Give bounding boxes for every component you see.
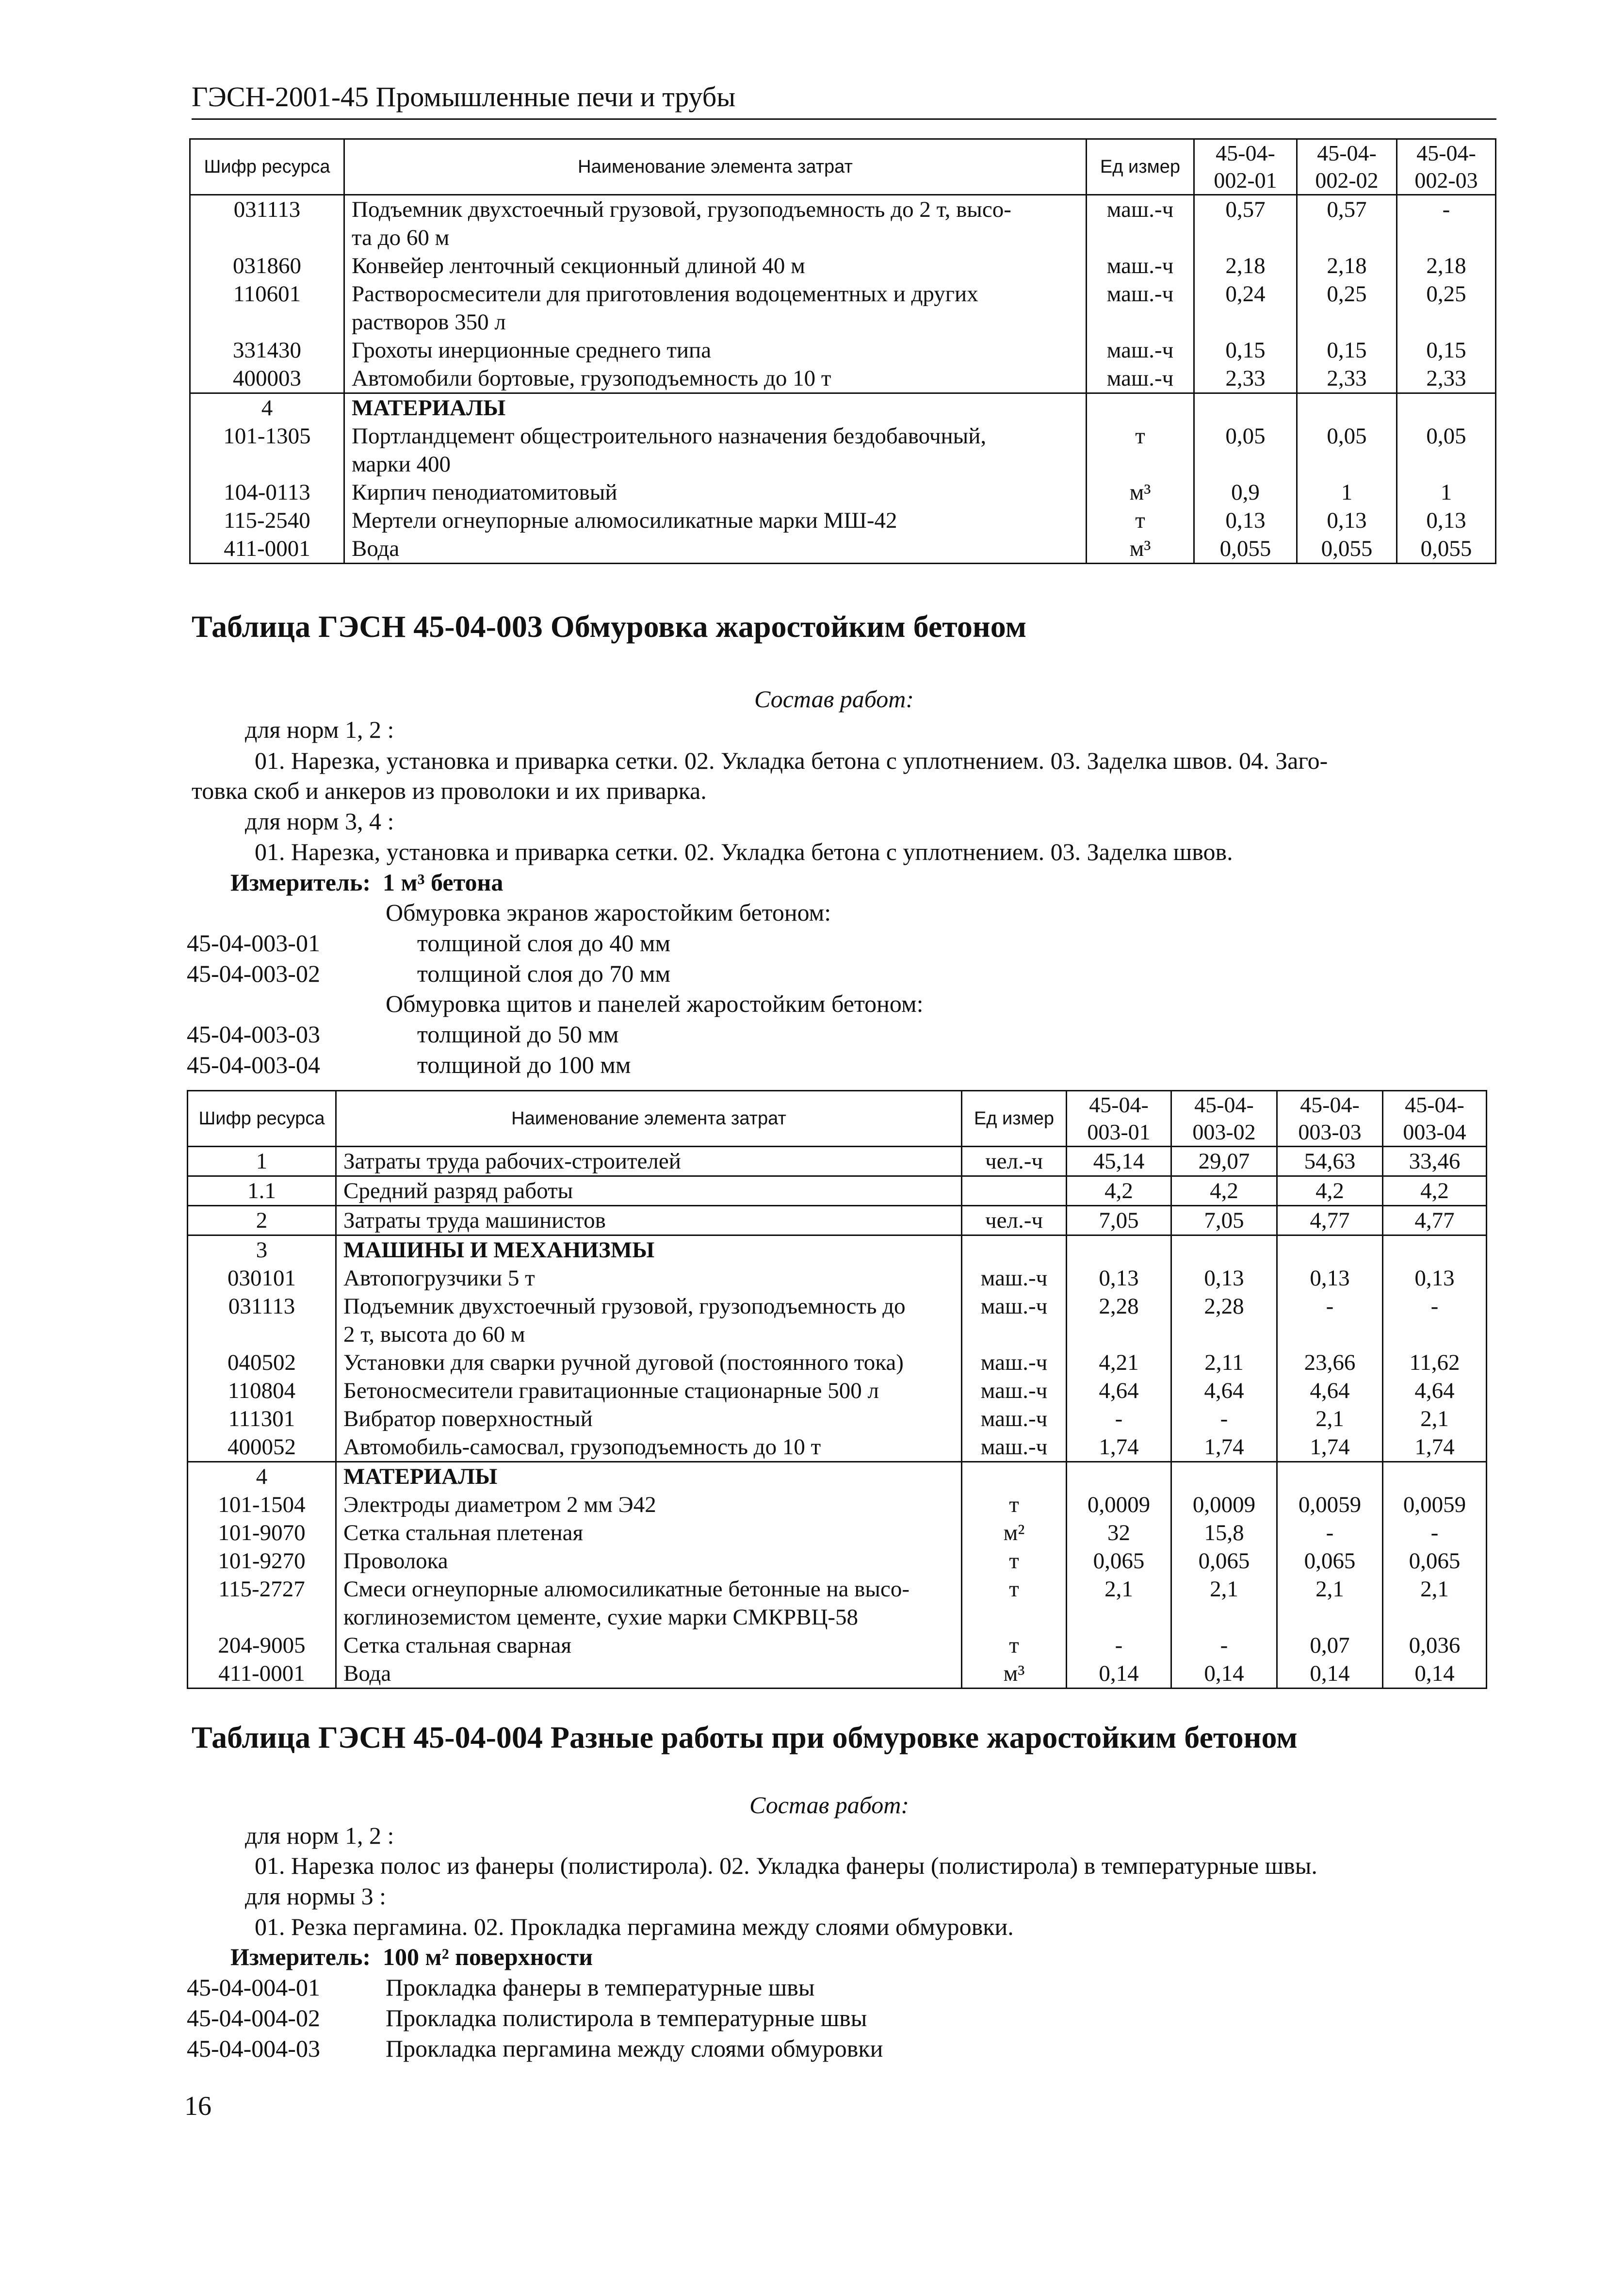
norm-text: толщиной до 50 мм	[417, 1021, 619, 1048]
unit-cell: т	[962, 1547, 1067, 1575]
unit-cell: т	[1087, 506, 1194, 535]
value-cell: 0,0059	[1277, 1491, 1383, 1519]
value-cell: 2,28	[1067, 1292, 1171, 1348]
col-header-norm: 45-04- 003-04	[1383, 1091, 1487, 1147]
table-row	[188, 1519, 1487, 1547]
norm-text: толщиной слоя до 40 мм	[417, 929, 671, 957]
resource-code: 031113	[188, 1292, 336, 1348]
resource-code: 2	[188, 1206, 336, 1235]
resource-code: 4	[190, 393, 344, 422]
value-cell: 0,0009	[1067, 1491, 1171, 1519]
table-row	[188, 1377, 1487, 1405]
resource-code: 101-1504	[188, 1491, 336, 1519]
table-row	[188, 1147, 1487, 1176]
value-cell: 0,9	[1194, 478, 1297, 506]
norm-code: 45-04-003-02	[187, 960, 320, 987]
value-cell	[1171, 1462, 1277, 1491]
col-header-norm: 45-04- 002-01	[1194, 139, 1297, 195]
resource-name: Средний разряд работы	[336, 1176, 962, 1206]
value-cell: 1,74	[1171, 1433, 1277, 1462]
resource-name: Вибратор поверхностный	[336, 1405, 962, 1433]
col-header-code: Шифр ресурса	[190, 139, 344, 195]
value-cell: 4,77	[1383, 1206, 1487, 1235]
group-title: Обмуровка экранов жаростойким бетоном:	[386, 899, 831, 926]
value-cell: -	[1171, 1405, 1277, 1433]
unit-cell: маш.-ч	[962, 1348, 1067, 1377]
resource-name: Мертели огнеупорные алюмосиликатные марки МШ-42	[344, 506, 1087, 535]
resource-code: 4	[188, 1462, 336, 1491]
unit-cell: м³	[1087, 478, 1194, 506]
norms-label: для нормы 3 :	[245, 1883, 387, 1910]
value-cell: 1,74	[1277, 1433, 1383, 1462]
value-cell: 0,15	[1397, 336, 1496, 364]
unit-cell: маш.-ч	[962, 1377, 1067, 1405]
value-cell: 4,64	[1277, 1377, 1383, 1405]
value-cell	[1297, 393, 1397, 422]
value-cell: 0,25	[1297, 280, 1397, 336]
resource-code: 030101	[188, 1264, 336, 1292]
value-cell: 2,1	[1067, 1575, 1171, 1631]
unit-cell: т	[962, 1491, 1067, 1519]
table-row	[188, 1631, 1487, 1659]
col-header-norm: 45-04- 003-03	[1277, 1091, 1383, 1147]
value-cell: 0,14	[1383, 1659, 1487, 1689]
col-header-name: Наименование элемента затрат	[344, 139, 1087, 195]
table-row	[190, 336, 1496, 364]
value-cell	[1067, 1462, 1171, 1491]
value-cell: 0,13	[1297, 506, 1397, 535]
value-cell	[1171, 1235, 1277, 1265]
value-cell	[1397, 393, 1496, 422]
value-cell: -	[1277, 1519, 1383, 1547]
value-cell: 2,33	[1194, 364, 1297, 393]
resource-name: МАТЕРИАЛЫ	[344, 393, 1087, 422]
work-text: 01. Нарезка, установка и приварка сетки. 02. Укладка бетона с уплотнением. 03. Заделка швов.	[255, 838, 1233, 865]
value-cell: -	[1171, 1631, 1277, 1659]
norm-code: 45-04-003-03	[187, 1021, 320, 1048]
resource-name: Смеси огнеупорные алюмосиликатные бетонные на высо- коглиноземистом цементе, сухие марки СМКРВЦ-58	[336, 1575, 962, 1631]
value-cell: 0,13	[1397, 506, 1496, 535]
resource-code: 101-9270	[188, 1547, 336, 1575]
norm-text: толщиной до 100 мм	[417, 1051, 631, 1078]
resource-name: Портландцемент общестроительного назначения бездобавочный, марки 400	[344, 422, 1087, 478]
value-cell: 0,055	[1194, 535, 1297, 564]
value-cell: 0,036	[1383, 1631, 1487, 1659]
running-header: ГЭСН-2001-45 Промышленные печи и трубы	[192, 78, 1496, 120]
value-cell: 4,2	[1067, 1176, 1171, 1206]
unit-cell	[962, 1176, 1067, 1206]
value-cell: 0,25	[1397, 280, 1496, 336]
unit-cell: т	[962, 1631, 1067, 1659]
table-row	[190, 422, 1496, 478]
resource-name: Грохоты инерционные среднего типа	[344, 336, 1087, 364]
value-cell: 2,33	[1397, 364, 1496, 393]
resource-name: Подъемник двухстоечный грузовой, грузоподъемность до 2 т, высота до 60 м	[336, 1292, 962, 1348]
unit-cell: м³	[1087, 535, 1194, 564]
value-cell: 0,065	[1277, 1547, 1383, 1575]
group-title: Обмуровка щитов и панелей жаростойким бетоном:	[386, 990, 924, 1017]
meter-value: 100 м² поверхности	[383, 1943, 593, 1970]
resource-name: Сетка стальная плетеная	[336, 1519, 962, 1547]
value-cell: 0,13	[1277, 1264, 1383, 1292]
value-cell: 15,8	[1171, 1519, 1277, 1547]
value-cell: -	[1397, 195, 1496, 252]
value-cell: 1	[1297, 478, 1397, 506]
resource-code: 1	[188, 1147, 336, 1176]
table-row	[188, 1433, 1487, 1462]
unit-cell: т	[1087, 422, 1194, 478]
table-row	[190, 364, 1496, 393]
unit-cell: чел.-ч	[962, 1147, 1067, 1176]
norm-text: толщиной слоя до 70 мм	[417, 960, 671, 987]
norms-label: для норм 3, 4 :	[245, 808, 394, 835]
unit-cell	[962, 1462, 1067, 1491]
table-row	[188, 1264, 1487, 1292]
resource-code: 115-2727	[188, 1575, 336, 1631]
unit-cell: маш.-ч	[1087, 195, 1194, 252]
col-header-norm: 45-04- 003-02	[1171, 1091, 1277, 1147]
table-row	[188, 1575, 1487, 1631]
norm-text: Прокладка фанеры в температурные швы	[386, 1974, 815, 2001]
resource-name: Вода	[344, 535, 1087, 564]
composition-label: Состав работ:	[749, 1791, 909, 1819]
value-cell: 2,11	[1171, 1348, 1277, 1377]
resource-code: 331430	[190, 336, 344, 364]
value-cell: 2,1	[1277, 1405, 1383, 1433]
value-cell: 0,15	[1194, 336, 1297, 364]
unit-cell: маш.-ч	[1087, 252, 1194, 280]
norm-code: 45-04-003-01	[187, 929, 320, 957]
value-cell: 4,21	[1067, 1348, 1171, 1377]
table-row	[188, 1348, 1487, 1377]
resource-code: 110601	[190, 280, 344, 336]
table-row	[188, 1206, 1487, 1235]
unit-cell	[962, 1235, 1067, 1265]
resource-name: Конвейер ленточный секционный длиной 40 м	[344, 252, 1087, 280]
table-row	[190, 506, 1496, 535]
table-row	[188, 1405, 1487, 1433]
resource-name: Автомобили бортовые, грузоподъемность до 10 т	[344, 364, 1087, 393]
table-row	[190, 393, 1496, 422]
meter-label-text: Измеритель:	[230, 1943, 371, 1970]
norm-code: 45-04-004-02	[187, 2004, 320, 2031]
meter-value: 1 м³ бетона	[383, 869, 503, 896]
resource-code: 400052	[188, 1433, 336, 1462]
value-cell: 4,2	[1277, 1176, 1383, 1206]
value-cell: 0,13	[1171, 1264, 1277, 1292]
value-cell: 0,055	[1397, 535, 1496, 564]
unit-cell: м³	[962, 1659, 1067, 1689]
value-cell	[1383, 1235, 1487, 1265]
value-cell: 11,62	[1383, 1348, 1487, 1377]
value-cell: 2,18	[1297, 252, 1397, 280]
value-cell: 4,64	[1383, 1377, 1487, 1405]
table-row	[190, 252, 1496, 280]
work-text: товка скоб и анкеров из проволоки и их приварка.	[192, 777, 707, 804]
table-row	[190, 195, 1496, 252]
value-cell: 0,57	[1194, 195, 1297, 252]
unit-cell: маш.-ч	[1087, 280, 1194, 336]
value-cell: 54,63	[1277, 1147, 1383, 1176]
col-header-norm: 45-04- 002-02	[1297, 139, 1397, 195]
col-header-norm: 45-04- 002-03	[1397, 139, 1496, 195]
col-header-unit: Ед измер	[1087, 139, 1194, 195]
value-cell: 4,77	[1277, 1206, 1383, 1235]
resource-code: 031113	[190, 195, 344, 252]
value-cell: 32	[1067, 1519, 1171, 1547]
value-cell: 0,07	[1277, 1631, 1383, 1659]
resource-code: 1.1	[188, 1176, 336, 1206]
value-cell: 4,2	[1171, 1176, 1277, 1206]
table-row	[190, 280, 1496, 336]
value-cell: 4,64	[1067, 1377, 1171, 1405]
value-cell: 0,055	[1297, 535, 1397, 564]
value-cell: 33,46	[1383, 1147, 1487, 1176]
value-cell: 4,2	[1383, 1176, 1487, 1206]
resource-name: Электроды диаметром 2 мм Э42	[336, 1491, 962, 1519]
table-row	[188, 1292, 1487, 1348]
resource-code: 115-2540	[190, 506, 344, 535]
norm-code: 45-04-003-04	[187, 1051, 320, 1078]
section-title: Таблица ГЭСН 45-04-003 Обмуровка жаростойким бетоном	[192, 609, 1027, 644]
meter-label	[230, 1942, 593, 1972]
col-header-unit: Ед измер	[962, 1091, 1067, 1147]
value-cell	[1067, 1235, 1171, 1265]
resource-code: 110804	[188, 1377, 336, 1405]
value-cell: 0,065	[1171, 1547, 1277, 1575]
resource-code: 104-0113	[190, 478, 344, 506]
value-cell: 0,0059	[1383, 1491, 1487, 1519]
value-cell: 7,05	[1067, 1206, 1171, 1235]
value-cell: 0,05	[1297, 422, 1397, 478]
value-cell: 0,05	[1194, 422, 1297, 478]
value-cell	[1277, 1235, 1383, 1265]
norms-label: для норм 1, 2 :	[245, 1822, 394, 1849]
norm-text: Прокладка полистирола в температурные швы	[386, 2004, 867, 2031]
value-cell: 0,14	[1277, 1659, 1383, 1689]
value-cell	[1194, 393, 1297, 422]
norm-code: 45-04-004-01	[187, 1974, 320, 2001]
resource-name: Проволока	[336, 1547, 962, 1575]
resource-code: 411-0001	[188, 1659, 336, 1689]
table-row	[188, 1176, 1487, 1206]
unit-cell: маш.-ч	[962, 1292, 1067, 1348]
table-row	[188, 1491, 1487, 1519]
meter-label-text: Измеритель:	[230, 869, 371, 896]
table-row	[188, 1659, 1487, 1689]
table-row	[190, 478, 1496, 506]
resource-name: Затраты труда машинистов	[336, 1206, 962, 1235]
section-title: Таблица ГЭСН 45-04-004 Разные работы при обмуровке жаростойким бетоном	[192, 1720, 1298, 1754]
unit-cell: маш.-ч	[962, 1264, 1067, 1292]
value-cell: 2,28	[1171, 1292, 1277, 1348]
resource-code: 040502	[188, 1348, 336, 1377]
resource-code: 101-9070	[188, 1519, 336, 1547]
value-cell	[1383, 1462, 1487, 1491]
table-row	[188, 1235, 1487, 1265]
value-cell: 0,57	[1297, 195, 1397, 252]
table-row	[188, 1462, 1487, 1491]
value-cell: -	[1277, 1292, 1383, 1348]
norms-label: для норм 1, 2 :	[245, 716, 394, 743]
resource-code: 400003	[190, 364, 344, 393]
unit-cell: чел.-ч	[962, 1206, 1067, 1235]
unit-cell: маш.-ч	[1087, 364, 1194, 393]
value-cell: 2,1	[1383, 1575, 1487, 1631]
value-cell: 2,1	[1171, 1575, 1277, 1631]
resource-code: 204-9005	[188, 1631, 336, 1659]
resource-code: 3	[188, 1235, 336, 1265]
value-cell: 7,05	[1171, 1206, 1277, 1235]
value-cell: 45,14	[1067, 1147, 1171, 1176]
work-text: 01. Нарезка, установка и приварка сетки. 02. Укладка бетона с уплотнением. 03. Заделка швов. 04. Заго-	[255, 747, 1328, 774]
resource-name: Сетка стальная сварная	[336, 1631, 962, 1659]
col-header-code: Шифр ресурса	[188, 1091, 336, 1147]
value-cell: 0,13	[1194, 506, 1297, 535]
value-cell: 0,0009	[1171, 1491, 1277, 1519]
resource-table-45-04-003	[187, 1090, 1487, 1689]
meter-label	[230, 867, 503, 897]
resource-name: Кирпич пенодиатомитовый	[344, 478, 1087, 506]
resource-table-45-04-002	[189, 138, 1496, 564]
resource-name: Подъемник двухстоечный грузовой, грузоподъемность до 2 т, высо- та до 60 м	[344, 195, 1087, 252]
value-cell: 23,66	[1277, 1348, 1383, 1377]
col-header-norm: 45-04- 003-01	[1067, 1091, 1171, 1147]
value-cell: 0,065	[1067, 1547, 1171, 1575]
value-cell: 0,14	[1067, 1659, 1171, 1689]
value-cell	[1277, 1462, 1383, 1491]
value-cell: 2,1	[1277, 1575, 1383, 1631]
unit-cell	[1087, 393, 1194, 422]
resource-name: Бетоносмесители гравитационные стационарные 500 л	[336, 1377, 962, 1405]
value-cell: -	[1067, 1631, 1171, 1659]
value-cell: 0,05	[1397, 422, 1496, 478]
value-cell: 0,13	[1383, 1264, 1487, 1292]
resource-name: Установки для сварки ручной дуговой (постоянного тока)	[336, 1348, 962, 1377]
value-cell: 0,14	[1171, 1659, 1277, 1689]
table-row	[188, 1547, 1487, 1575]
resource-name: Затраты труда рабочих-строителей	[336, 1147, 962, 1176]
value-cell: 0,15	[1297, 336, 1397, 364]
value-cell: 1,74	[1383, 1433, 1487, 1462]
resource-code: 411-0001	[190, 535, 344, 564]
table-row	[190, 535, 1496, 564]
value-cell: 2,18	[1194, 252, 1297, 280]
value-cell: 4,64	[1171, 1377, 1277, 1405]
value-cell: 0,065	[1383, 1547, 1487, 1575]
value-cell: 2,1	[1383, 1405, 1487, 1433]
unit-cell: маш.-ч	[962, 1433, 1067, 1462]
norm-code: 45-04-004-03	[187, 2035, 320, 2062]
value-cell: 2,33	[1297, 364, 1397, 393]
value-cell: -	[1383, 1292, 1487, 1348]
page-number: 16	[184, 2091, 211, 2121]
composition-label: Состав работ:	[754, 685, 914, 713]
resource-code: 031860	[190, 252, 344, 280]
value-cell: -	[1383, 1519, 1487, 1547]
value-cell: 1,74	[1067, 1433, 1171, 1462]
resource-code: 101-1305	[190, 422, 344, 478]
col-header-name: Наименование элемента затрат	[336, 1091, 962, 1147]
work-text: 01. Нарезка полос из фанеры (полистирола). 02. Укладка фанеры (полистирола) в температурные швы.	[255, 1852, 1317, 1879]
resource-name: МАШИНЫ И МЕХАНИЗМЫ	[336, 1235, 962, 1265]
value-cell: 1	[1397, 478, 1496, 506]
unit-cell: т	[962, 1575, 1067, 1631]
resource-name: Растворосмесители для приготовления водоцементных и других растворов 350 л	[344, 280, 1087, 336]
value-cell: 2,18	[1397, 252, 1496, 280]
value-cell: 0,24	[1194, 280, 1297, 336]
unit-cell: м²	[962, 1519, 1067, 1547]
unit-cell: маш.-ч	[1087, 336, 1194, 364]
norm-text: Прокладка пергамина между слоями обмуровки	[386, 2035, 883, 2062]
work-text: 01. Резка пергамина. 02. Прокладка пергамина между слоями обмуровки.	[255, 1913, 1014, 1940]
value-cell: 29,07	[1171, 1147, 1277, 1176]
resource-name: Автомобиль-самосвал, грузоподъемность до 10 т	[336, 1433, 962, 1462]
resource-name: Автопогрузчики 5 т	[336, 1264, 962, 1292]
resource-name: МАТЕРИАЛЫ	[336, 1462, 962, 1491]
resource-name: Вода	[336, 1659, 962, 1689]
value-cell: 0,13	[1067, 1264, 1171, 1292]
value-cell: -	[1067, 1405, 1171, 1433]
unit-cell: маш.-ч	[962, 1405, 1067, 1433]
resource-code: 111301	[188, 1405, 336, 1433]
